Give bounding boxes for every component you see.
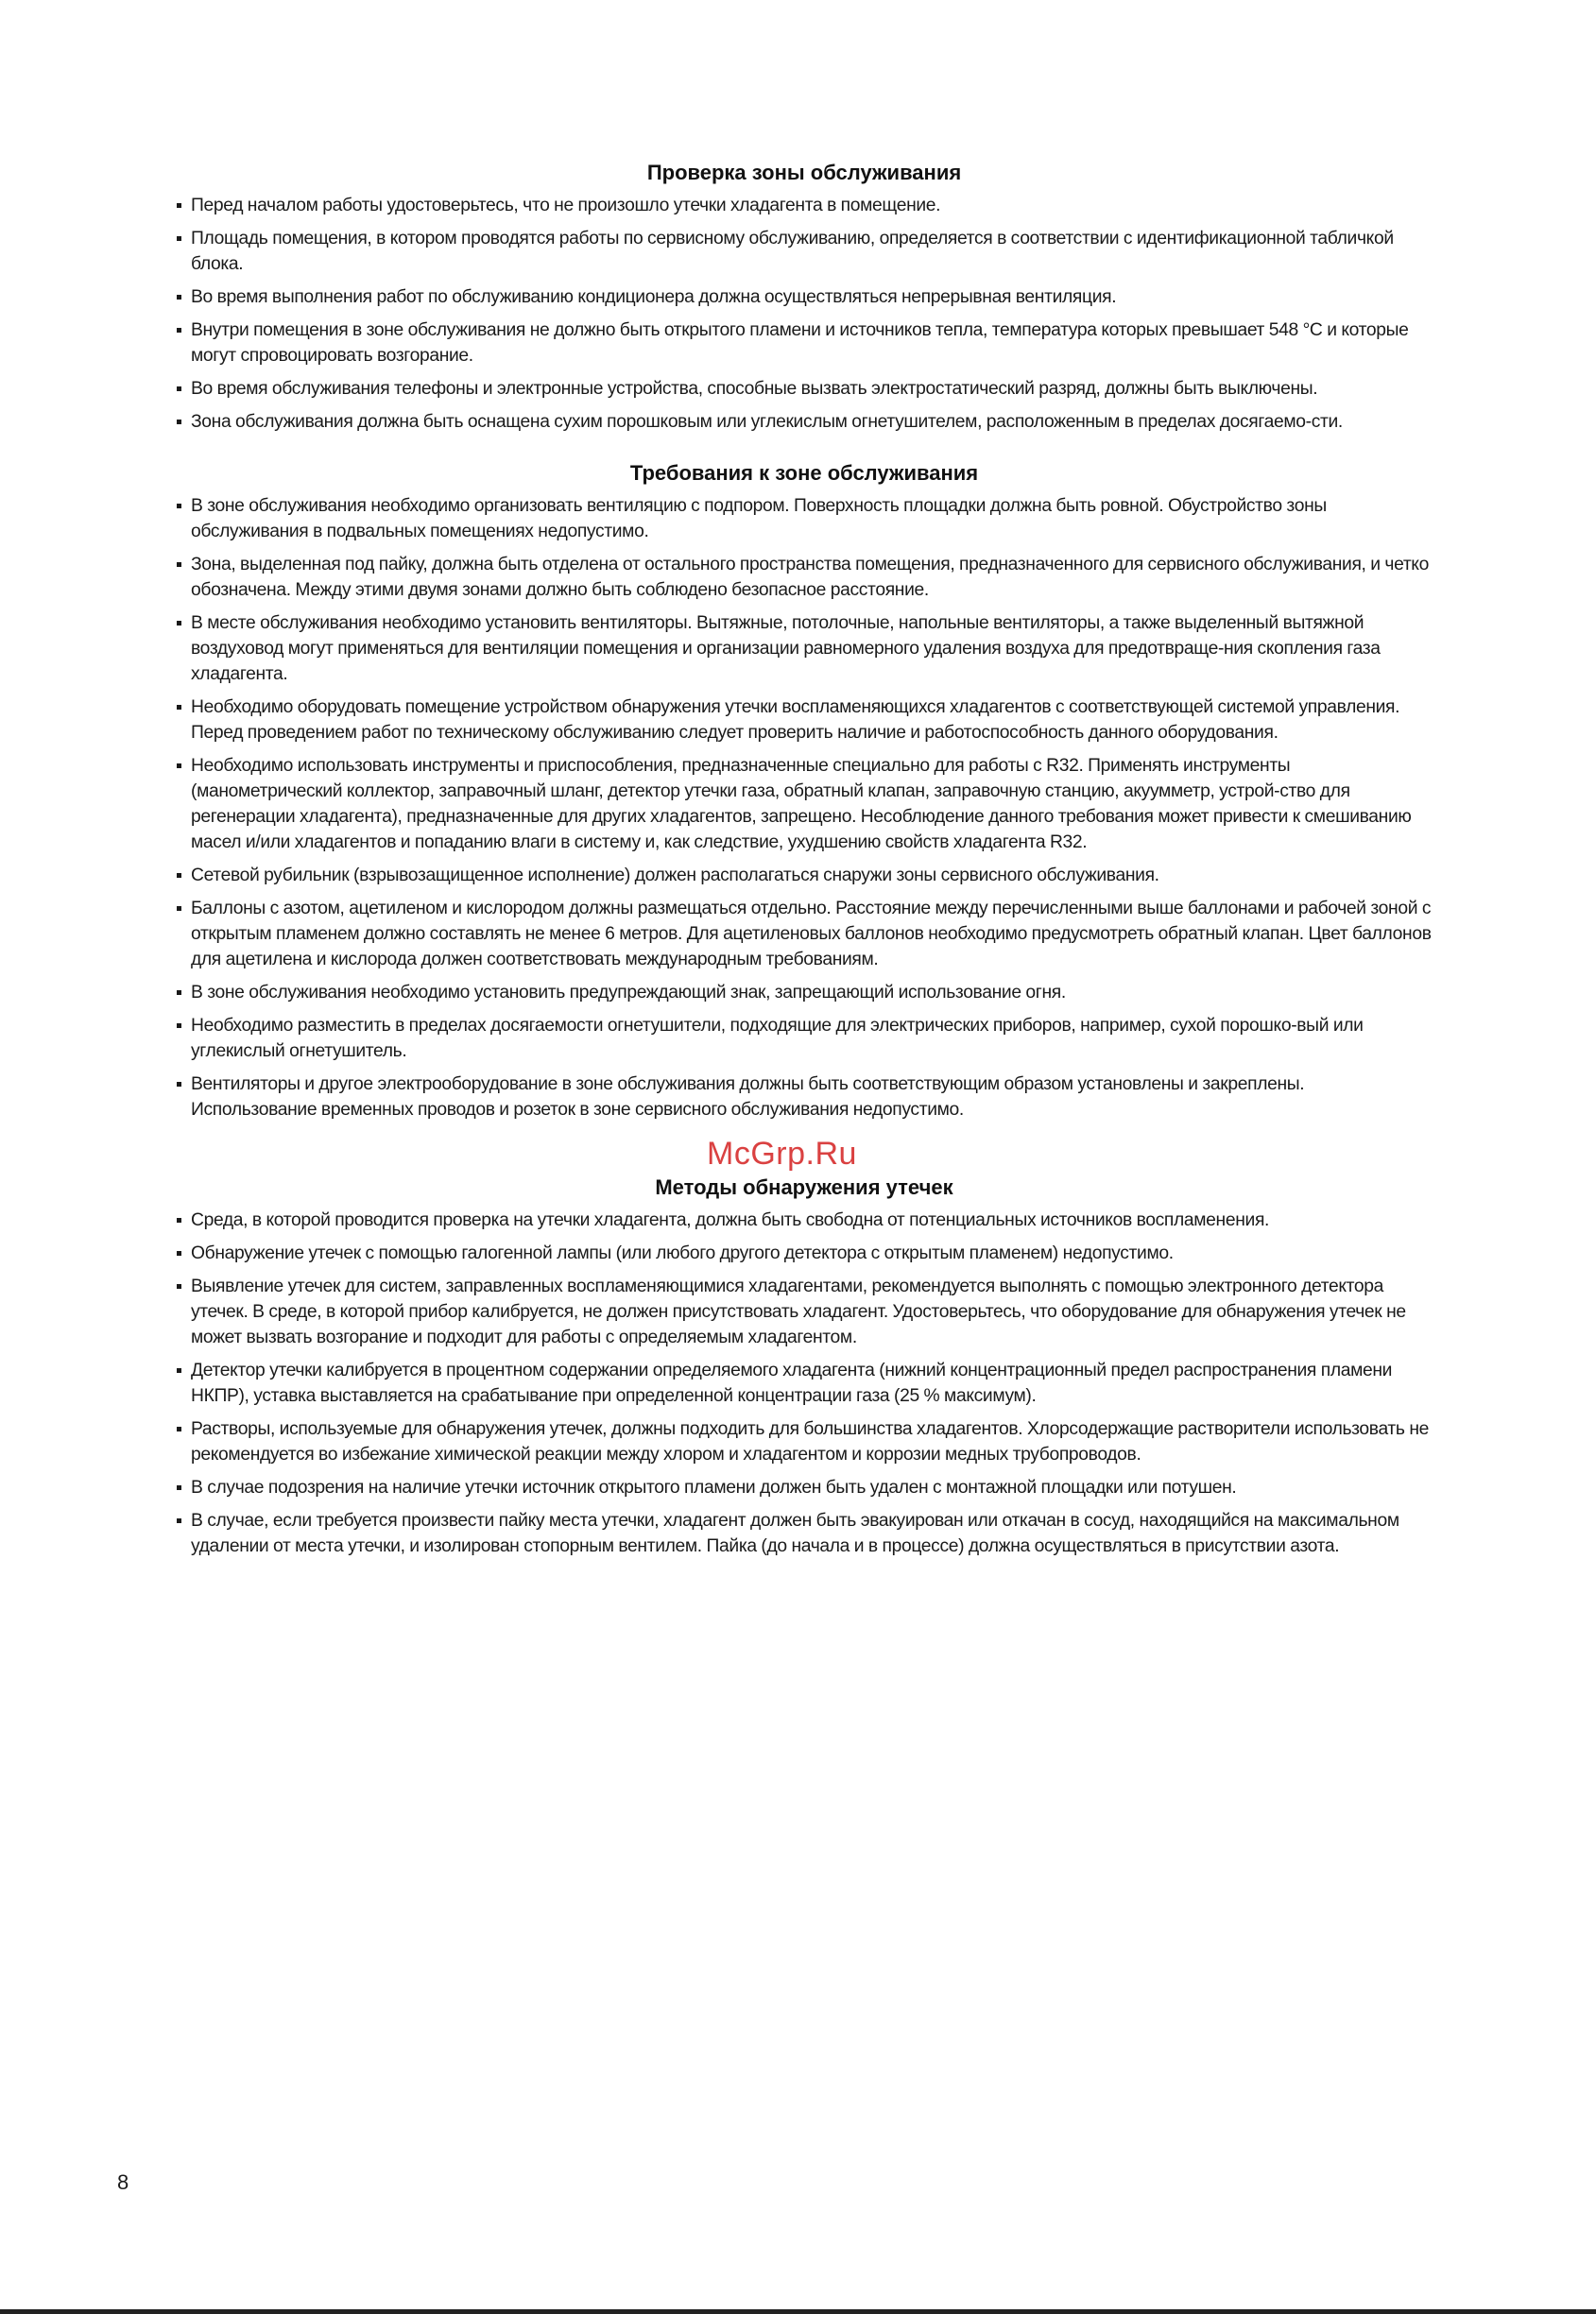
list-item: Площадь помещения, в котором проводятся работы по сервисному обслуживанию, определяется в соответствии с идентификационной табличкой блока. — [176, 226, 1433, 277]
bullet-list — [176, 1208, 1433, 1559]
list-item: Сетевой рубильник (взрывозащищенное исполнение) должен располагаться снаружи зоны сервисного обслуживания. — [176, 863, 1433, 888]
watermark: McGrp.Ru — [707, 1136, 857, 1172]
list-item: Среда, в которой проводится проверка на утечки хладагента, должна быть свободна от потенциальных источников воспламенения. — [176, 1208, 1433, 1233]
section-title: Требования к зоне обслуживания — [629, 461, 979, 485]
section-title: Проверка зоны обслуживания — [646, 161, 962, 184]
section-service-zone-requirements — [176, 459, 1433, 1123]
section-leak-detection-methods — [176, 1174, 1433, 1559]
list-item: Перед началом работы удостоверьтесь, что не произошло утечки хладагента в помещение. — [176, 193, 1433, 218]
list-item: Растворы, используемые для обнаружения утечек, должны подходить для большинства хладагентов. Хлорсодержащие растворители использовать не рекомендуется во избежание химической реакции между хлором и хладагентом и коррозии медных трубопроводов. — [176, 1416, 1433, 1467]
list-item: Детектор утечки калибруется в процентном содержании определяемого хладагента (нижний концентрационный предел распространения пламени НКПР), уставка выставляется на срабатывание при определенной концентрации газа (25 % максимум). — [176, 1358, 1433, 1409]
bullet-list — [176, 193, 1433, 435]
document-page — [176, 159, 1433, 1567]
list-item: Обнаружение утечек с помощью галогенной лампы (или любого другого детектора с открытым пламенем) недопустимо. — [176, 1241, 1433, 1266]
list-item: В месте обслуживания необходимо установить вентиляторы. Вытяжные, потолочные, напольные вентиляторы, а также выделенный вытяжной воздуховод могут применяться для вентиляции помещения и организации равномерного удаления воздуха для предотвраще-ния скопления газа хладагента. — [176, 610, 1433, 687]
list-item: Зона обслуживания должна быть оснащена сухим порошковым или углекислым огнетушителем, расположенным в пределах досягаемо-сти. — [176, 409, 1433, 435]
list-item: В зоне обслуживания необходимо установить предупреждающий знак, запрещающий использование огня. — [176, 980, 1433, 1005]
list-item: Вентиляторы и другое электрооборудование в зоне обслуживания должны быть соответствующим образом установлены и закреплены. Использование временных проводов и розеток в зоне сервисного обслуживания недопустимо. — [176, 1071, 1433, 1123]
list-item: В зоне обслуживания необходимо организовать вентиляцию с подпором. Поверхность площадки должна быть ровной. Обустройство зоны обслуживания в подвальных помещениях недопустимо. — [176, 493, 1433, 544]
list-item: Зона, выделенная под пайку, должна быть отделена от остального пространства помещения, предназначенного для сервисного обслуживания, и четко обозначена. Между этими двумя зонами должно быть соблюдено безопасное расстояние. — [176, 552, 1433, 603]
list-item: Необходимо разместить в пределах досягаемости огнетушители, подходящие для электрических приборов, например, сухой порошко-вый или углекислый огнетушитель. — [176, 1013, 1433, 1064]
list-item: Баллоны с азотом, ацетиленом и кислородом должны размещаться отдельно. Расстояние между перечисленными выше баллонами и рабочей зоной с открытым пламенем должно составлять не менее 6 метров. Для ацетиленовых баллонов необходимо предусмотреть обратный клапан. Цвет баллонов для ацетилена и кислорода должен соответствовать международным требованиям. — [176, 896, 1433, 972]
list-item: В случае подозрения на наличие утечки источник открытого пламени должен быть удален с монтажной площадки или потушен. — [176, 1475, 1433, 1500]
list-item: Необходимо оборудовать помещение устройством обнаружения утечки воспламеняющихся хладагентов с соответствующей системой управления. Перед проведением работ по техническому обслуживанию следует проверить наличие и работоспособность данного оборудования. — [176, 694, 1433, 746]
bottom-edge-band — [0, 2309, 1596, 2314]
list-item: Во время обслуживания телефоны и электронные устройства, способные вызвать электростатический разряд, должны быть выключены. — [176, 376, 1433, 402]
list-item: В случае, если требуется произвести пайку места утечки, хладагент должен быть эвакуирован или откачан в сосуд, находящийся на максимальном удалении от места утечки, и изолирован стопорным вентилем. Пайка (до начала и в процессе) должна осуществляться в присутствии азота. — [176, 1508, 1433, 1559]
bullet-list — [176, 493, 1433, 1123]
list-item: Выявление утечек для систем, заправленных воспламеняющимися хладагентами, рекомендуется выполнять с помощью электронного детектора утечек. В среде, в которой прибор калибруется, не должен присутствовать хладагент. Удостоверьтесь, что оборудование для обнаружения утечек не может вызвать возгорание и подходит для работы с определяемым хладагентом. — [176, 1274, 1433, 1350]
list-item: Необходимо использовать инструменты и приспособления, предназначенные специально для работы с R32. Применять инструменты (манометрический коллектор, заправочный шланг, детектор утечки газа, обратный клапан, заправочную станцию, акуумметр, устрой-ство для регенерации хладагента), предназначенные для других хладагентов, запрещено. Несоблюдение данного требования может привести к смешиванию масел и/или хладагентов и попаданию влаги в систему и, как следствие, ухудшению свойств хладагента R32. — [176, 753, 1433, 855]
page-number: 8 — [117, 2170, 129, 2194]
list-item: Во время выполнения работ по обслуживанию кондиционера должна осуществляться непрерывная вентиляция. — [176, 284, 1433, 310]
list-item: Внутри помещения в зоне обслуживания не должно быть открытого пламени и источников тепла, температура которых превышает 548 °С и которые могут спровоцировать возгорание. — [176, 317, 1433, 369]
section-title: Методы обнаружения утечек — [655, 1175, 953, 1199]
section-service-zone-check — [176, 159, 1433, 435]
